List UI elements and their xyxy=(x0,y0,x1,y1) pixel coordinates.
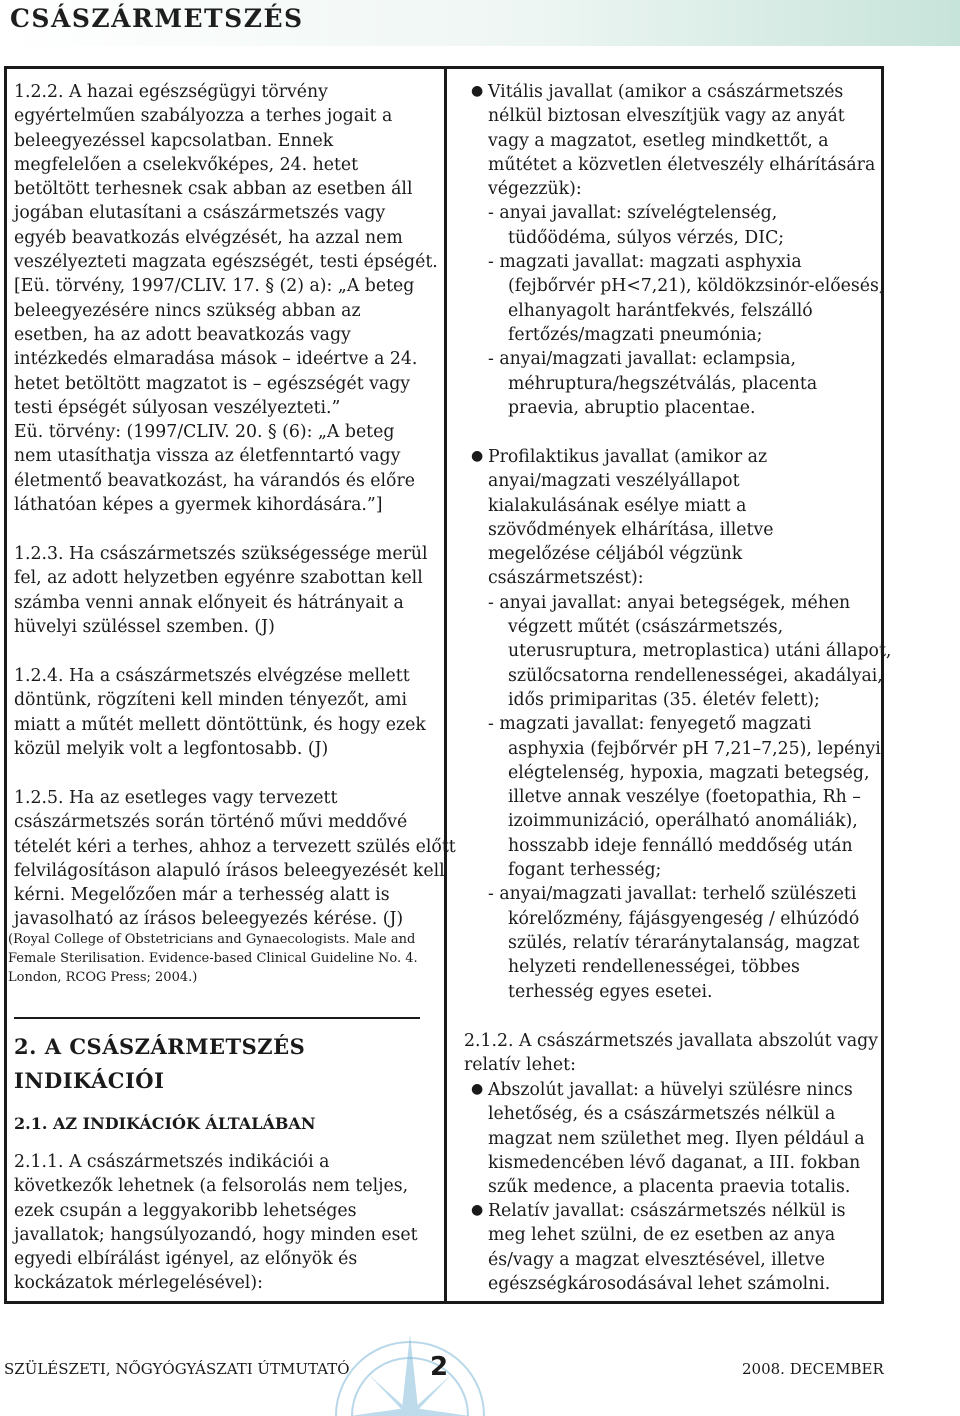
text-line: egyedi elbírálást igényel, az előnyök és xyxy=(14,1249,358,1270)
text-line: szülőcsatorna rendellenességei, akadályai, xyxy=(508,665,883,686)
text-line: [Eü. törvény, 1997/CLIV. 17. § (2) a): „A beteg xyxy=(14,276,415,297)
compass-rose-icon xyxy=(330,1318,490,1416)
text-line: elhanyagolt harántfekvés, felszálló xyxy=(508,300,813,321)
text-line: nélkül biztosan elveszítjük vagy az anyát xyxy=(488,106,845,127)
text-line: beleegyezésére nincs szükség abban az xyxy=(14,300,361,321)
text-line: - anyai javallat: szívelégtelenség, xyxy=(488,203,778,224)
text-line: Abszolút javallat: a hüvelyi szülésre nincs xyxy=(488,1080,853,1100)
text-line: javasolható az írásos beleegyezés kérése. (J) xyxy=(14,909,404,930)
paragraph-1-2-3 xyxy=(14,542,428,639)
text-line: izoimmunizáció, operálható anomáliák), xyxy=(508,811,858,832)
text-line: 1.2.2. A hazai egészségügyi törvény xyxy=(14,82,328,102)
text-line: relatív lehet: xyxy=(464,1055,576,1076)
text-line: - magzati javallat: magzati asphyxia xyxy=(488,252,802,273)
bullet-dot-icon: ● xyxy=(471,1081,484,1097)
relative-indication xyxy=(488,1199,846,1296)
page-number: 2 xyxy=(430,1352,449,1382)
text-line: magzat nem születhet meg. Ilyen például a xyxy=(488,1128,865,1149)
text-line: műtétet a közvetlen életveszély elhárítására xyxy=(488,154,876,175)
text-line: fertőzés/magzati pneumónia; xyxy=(508,324,763,345)
absolute-indication xyxy=(488,1078,865,1199)
bullet-dot-icon: ● xyxy=(471,1202,484,1218)
text-line: INDIKÁCIÓI xyxy=(14,1068,165,1093)
paragraph-1-2-4 xyxy=(14,664,426,761)
prophylactic-indication-list xyxy=(488,445,891,1004)
text-line: javallatok; hangsúlyozandó, hogy minden eset xyxy=(14,1224,418,1245)
text-line: illetve annak veszélye (foetopathia, Rh – xyxy=(508,787,861,808)
text-line: praevia, abruptio placentae. xyxy=(508,397,756,418)
footer-publication-title: SZÜLÉSZETI, NŐGYÓGYÁSZATI ÚTMUTATÓ xyxy=(4,1360,350,1378)
text-line: Vitális javallat (amikor a császármetszés xyxy=(488,82,844,102)
text-line: Female Sterilisation. Evidence-based Clinical Guideline No. 4. xyxy=(8,951,418,966)
text-line: császármetszést): xyxy=(488,568,644,589)
text-line: ezek csupán a leggyakoribb lehetséges xyxy=(14,1200,357,1221)
text-line: döntünk, rögzíteni kell minden tényezőt, ami xyxy=(14,690,408,711)
text-line: méhruptura/hegszétválás, placenta xyxy=(508,373,818,394)
text-line: helyzeti rendellenességei, többes xyxy=(508,957,800,978)
text-line: terhesség egyes esetei. xyxy=(508,981,713,1002)
text-line: miatt a műtét mellett döntöttünk, és hogy ezek xyxy=(14,714,426,735)
text-line: - anyai/magzati javallat: eclampsia, xyxy=(488,349,797,370)
section-divider xyxy=(14,1017,420,1019)
text-line: tüdőödéma, súlyos vérzés, DIC; xyxy=(508,227,785,248)
text-line: - magzati javallat: fenyegető magzati xyxy=(488,714,812,735)
section-heading xyxy=(14,1030,305,1098)
text-line: szövődmények elhárítása, illetve xyxy=(488,519,774,540)
text-line: császármetszés során történő művi meddővé xyxy=(14,812,408,833)
text-line: nem utasíthatja vissza az életfenntartó vagy xyxy=(14,446,401,467)
text-line: végezzük): xyxy=(488,179,582,200)
text-line: kialakulásának esélye miatt a xyxy=(488,495,747,516)
text-line: uterusruptura, metroplastica) utáni állapot, xyxy=(508,641,892,662)
text-line: kockázatok mérlegelésével): xyxy=(14,1273,263,1294)
vital-indication-list xyxy=(488,80,884,420)
text-line: hetet betöltött magzatot is – egészségét vagy xyxy=(14,373,411,394)
text-line: (fejbőrvér pH<7,21), köldökzsinór-előesés, xyxy=(508,276,885,297)
text-line: anyai/magzati veszélyállapot xyxy=(488,471,740,492)
text-line: elégtelenség, hypoxia, magzati betegség, xyxy=(508,762,870,783)
paragraph-2-1-1 xyxy=(14,1150,418,1296)
page-header-title: CSÁSZÁRMETSZÉS xyxy=(10,4,304,33)
text-line: egészségkárosodásával lehet számolni. xyxy=(488,1273,831,1294)
text-line: London, RCOG Press; 2004.) xyxy=(8,970,198,985)
paragraph-1-2-2 xyxy=(14,80,438,517)
text-line: egyéb beavatkozás elvégzését, ha azzal nem xyxy=(14,227,403,248)
footer-date: 2008. DECEMBER xyxy=(742,1360,884,1378)
text-line: beleegyezéssel kapcsolatban. Ennek xyxy=(14,130,334,151)
text-line: végzett műtét (császármetszés, xyxy=(508,617,784,638)
text-line: kérni. Megelőzően már a terhesség alatt is xyxy=(14,885,390,906)
text-line: megfelelően a cselekvőképes, 24. hetet xyxy=(14,154,359,175)
text-line: 1.2.5. Ha az esetleges vagy tervezett xyxy=(14,788,338,808)
text-line: megelőzése céljából végzünk xyxy=(488,544,743,565)
reference-citation xyxy=(8,930,418,987)
text-line: veszélyezteti magzata egészségét, testi épségét. xyxy=(14,252,438,273)
text-line: - anyai javallat: anyai betegségek, méhen xyxy=(488,592,851,613)
text-line: 1.2.3. Ha császármetszés szükségessége merül xyxy=(14,544,428,564)
subsection-heading: 2.1. AZ INDIKÁCIÓK ÁLTALÁBAN xyxy=(14,1114,316,1133)
text-line: (Royal College of Obstetricians and Gynaecologists. Male and xyxy=(8,932,416,947)
text-line: Profilaktikus javallat (amikor az xyxy=(488,447,768,467)
text-line: kismedencében lévő daganat, a III. fokban xyxy=(488,1152,861,1173)
text-line: fel, az adott helyzetben egyénre szabottan kell xyxy=(14,568,423,589)
text-line: testi épségét súlyosan veszélyezteti.” xyxy=(14,397,341,418)
text-line: Eü. törvény: (1997/CLIV. 20. § (6): „A beteg xyxy=(14,422,395,443)
text-line: jogában elutasítani a császármetszés vagy xyxy=(14,203,386,224)
text-line: intézkedés elmaradása mások – ideértve a 24. xyxy=(14,349,418,370)
text-line: számba venni annak előnyeit és hátrányait a xyxy=(14,592,404,613)
text-line: közül melyik volt a legfontosabb. (J) xyxy=(14,738,329,759)
text-line: 2. A CSÁSZÁRMETSZÉS xyxy=(14,1034,306,1059)
text-line: kórelőzmény, fájásgyengeség / elhúzódó xyxy=(508,908,860,929)
paragraph-2-1-2 xyxy=(464,1029,878,1078)
text-line: szülés, relatív téraránytalanság, magzat xyxy=(508,932,860,953)
text-line: 1.2.4. Ha a császármetszés elvégzése mellett xyxy=(14,666,410,686)
text-line: - anyai/magzati javallat: terhelő szülészeti xyxy=(488,884,857,905)
text-line: asphyxia (fejbőrvér pH 7,21–7,25), lepényi xyxy=(508,738,881,759)
text-line: esetben, ha az adott beavatkozás vagy xyxy=(14,324,351,345)
text-line: és/vagy a magzat elvesztésével, illetve xyxy=(488,1249,825,1270)
text-line: hüvelyi szüléssel szemben. (J) xyxy=(14,616,275,637)
text-line: meg lehet szülni, de ez esetben az anya xyxy=(488,1225,836,1246)
text-line: következők lehetnek (a felsorolás nem teljes, xyxy=(14,1176,409,1197)
bullet-dot-icon: ● xyxy=(471,448,484,464)
text-line: hosszabb ideje fennálló meddőség után xyxy=(508,835,853,856)
text-line: tételét kéri a terhes, ahhoz a tervezett szülés előtt xyxy=(14,836,456,857)
text-line: betöltött terhesnek csak abban az esetben áll xyxy=(14,179,413,200)
text-line: Relatív javallat: császármetszés nélkül is xyxy=(488,1201,846,1221)
text-line: idős primiparitas (35. életév felett); xyxy=(508,689,820,710)
bullet-dot-icon: ● xyxy=(471,83,484,99)
text-line: láthatóan képes a gyermek kihordására.”] xyxy=(14,495,383,516)
paragraph-1-2-5 xyxy=(14,786,456,932)
text-line: 2.1.2. A császármetszés javallata abszolút vagy xyxy=(464,1031,878,1051)
text-line: fogant terhesség; xyxy=(508,860,662,881)
text-line: felvilágosításon alapuló írásos beleegyezését kell xyxy=(14,860,445,881)
text-line: lehetőség, és a császármetszés nélkül a xyxy=(488,1104,836,1125)
text-line: egyértelműen szabályozza a terhes jogait a xyxy=(14,106,393,127)
text-line: szűk medence, a placenta praevia totalis. xyxy=(488,1177,851,1198)
text-line: életmentő beavatkozást, ha várandós és előre xyxy=(14,470,415,491)
text-line: vagy a magzatot, esetleg mindkettőt, a xyxy=(488,130,829,151)
text-line: 2.1.1. A császármetszés indikációi a xyxy=(14,1152,330,1172)
